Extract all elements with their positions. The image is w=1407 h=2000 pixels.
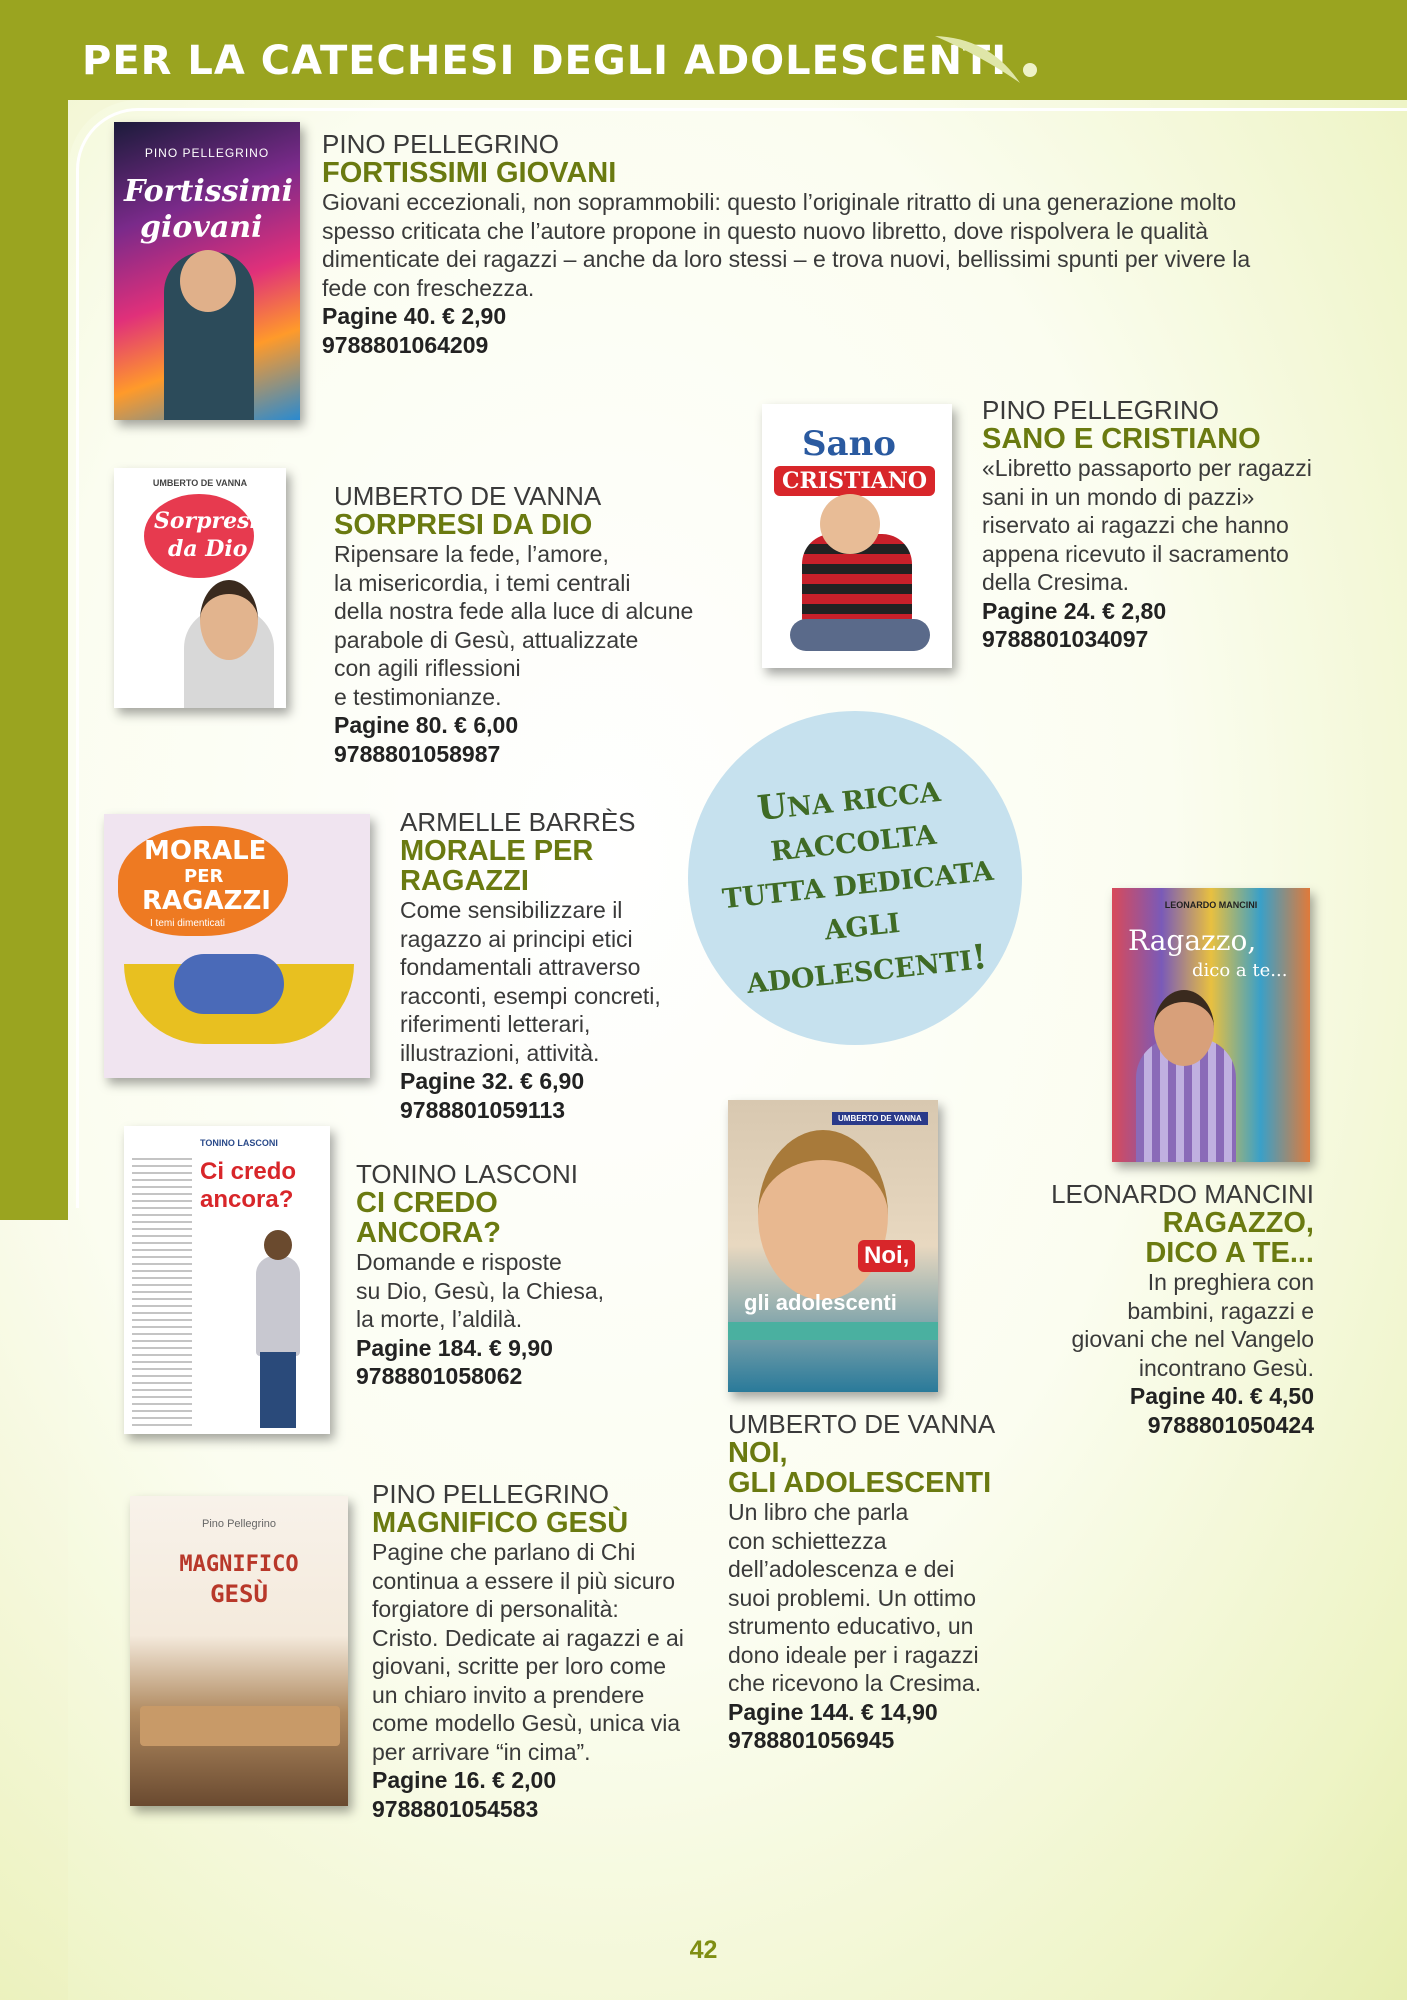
- page-title: PER LA CATECHESI DEGLI ADOLESCENTI: [82, 38, 1008, 84]
- book-description: Ripensare la fede, l’amore, la misericordia, i temi centrali della nostra fede alla luce di alcune parabole di Gesù, attualizzate con agili riflessioni e testimonianze.: [334, 541, 694, 710]
- book-price: Pagine 40. € 2,90: [322, 303, 507, 329]
- book-price: Pagine 184. € 9,90: [356, 1334, 553, 1361]
- book-price: Pagine 40. € 4,50: [1129, 1383, 1314, 1409]
- cover-photo-face: [1154, 990, 1214, 1066]
- book-title: NOI, GLI ADOLESCENTI: [728, 1437, 992, 1499]
- cover-photo-workbench: [140, 1706, 340, 1746]
- book-price: Pagine 32. € 6,90: [400, 1068, 585, 1094]
- book-cover-morale-per-ragazzi: MORALE PER RAGAZZI I temi dimenticati: [104, 814, 370, 1078]
- book-isbn: 9788801050424: [1147, 1411, 1314, 1438]
- book-description: Giovani eccezionali, non soprammobili: questo l’originale ritratto di una generazione molto spesso criticata che l’autore propone in questo nuovo libretto, dove rispolvera le qualità dimenticate dei ragazzi – anche da loro stessi – e trova nuovi, bellissimi spunti per vivere la fede con freschezza.: [322, 189, 1251, 301]
- book-cover-fortissimi-giovani: PINO PELLEGRINO Fortissimi giovani: [114, 122, 300, 420]
- book-description: Pagine che parlano di Chi continua a essere il più sicuro forgiatore di personalità: Cristo. Dedicate ai ragazzi e ai giovani, scritte per loro come un chiaro invito a prendere come modello Gesù, unica via per arrivare “in cima”.: [372, 1539, 684, 1765]
- cover-photo-face: [200, 580, 258, 660]
- book-title: RAGAZZO, DICO A TE...: [1145, 1207, 1314, 1269]
- book-description: Come sensibilizzare il ragazzo ai principi etici fondamentali attraverso racconti, esempi concreti, riferimenti letterari, illustrazioni, attività.: [400, 897, 661, 1066]
- book-description: «Libretto passaporto per ragazzi sani in un mondo di pazzi» riservato ai ragazzi che hanno appena ricevuto il sacramento della Cresima.: [982, 455, 1312, 595]
- book-ci-credo-ancora: [356, 1160, 676, 1391]
- book-cover-ragazzo-dico-a-te: LEONARDO MANCINI Ragazzo, dico a te...: [1112, 888, 1310, 1162]
- cover-photo-person: [256, 1256, 300, 1356]
- book-title: CI CREDO ANCORA?: [356, 1187, 501, 1249]
- book-author: ARMELLE BARRÈS: [400, 807, 636, 837]
- cover-text-pattern: [132, 1156, 192, 1426]
- book-author: PINO PELLEGRINO: [982, 395, 1219, 425]
- callout-text: UNA RICCA RACCOLTA TUTTA DEDICATA AGLI ADOLESCENTI!: [720, 776, 995, 1001]
- cover-photo-jeans: [260, 1352, 296, 1428]
- book-price: Pagine 144. € 14,90: [728, 1698, 938, 1725]
- book-description: Un libro che parla con schiettezza dell’adolescenza e dei suoi problemi. Un ottimo strumento educativo, un dono ideale per i ragazzi che ricevono la Cresima.: [728, 1499, 982, 1696]
- book-ragazzo-dico-a-te: [1002, 1180, 1314, 1439]
- cover-photo-face: [820, 494, 880, 554]
- book-title: SANO E CRISTIANO: [982, 423, 1261, 455]
- book-title: MAGNIFICO GESÙ: [372, 1507, 629, 1539]
- cover-illustration-kid: [174, 954, 284, 1014]
- book-isbn: 9788801064209: [322, 331, 489, 358]
- cover-photo-legs: [790, 619, 930, 651]
- book-noi-gli-adolescenti: [728, 1410, 1058, 1755]
- cover-photo-face: [758, 1130, 888, 1300]
- book-price: Pagine 16. € 2,00: [372, 1767, 557, 1793]
- book-title: FORTISSIMI GIOVANI: [322, 157, 617, 189]
- book-author: TONINO LASCONI: [356, 1159, 579, 1189]
- book-morale-per-ragazzi: [400, 808, 700, 1124]
- book-price: Pagine 24. € 2,80: [982, 597, 1167, 624]
- book-author: UMBERTO DE VANNA: [334, 481, 602, 511]
- book-title: MORALE PER RAGAZZI: [400, 835, 594, 897]
- book-author: UMBERTO DE VANNA: [728, 1409, 996, 1439]
- page-number: 42: [689, 1936, 718, 1964]
- cover-photo-head: [264, 1230, 292, 1260]
- book-cover-ci-credo-ancora: TONINO LASCONI Ci credo ancora?: [124, 1126, 330, 1434]
- book-isbn: 9788801056945: [728, 1727, 895, 1753]
- cover-photo-face: [180, 250, 236, 312]
- swoosh-icon: [930, 28, 1070, 98]
- book-sano-e-cristiano: [982, 396, 1352, 654]
- book-description: In preghiera con bambini, ragazzi e giovani che nel Vangelo incontrano Gesù.: [1071, 1269, 1314, 1381]
- book-cover-sano-e-cristiano: Sano CRISTIANO: [762, 404, 952, 668]
- book-cover-sorpresi-da-dio: UMBERTO DE VANNA Sorpresi da Dio: [114, 468, 286, 708]
- book-fortissimi-giovani: [322, 130, 1322, 359]
- book-isbn: 9788801058987: [334, 740, 501, 767]
- book-magnifico-gesu: [372, 1480, 712, 1823]
- book-cover-magnifico-gesu: Pino Pellegrino MAGNIFICO GESÙ: [130, 1496, 348, 1806]
- left-band: [0, 0, 68, 1220]
- book-title: SORPRESI DA DIO: [334, 509, 593, 541]
- cover-band: [728, 1322, 938, 1340]
- book-author: PINO PELLEGRINO: [372, 1479, 609, 1509]
- book-isbn: 9788801054583: [372, 1795, 539, 1822]
- book-isbn: 9788801059113: [400, 1096, 566, 1123]
- book-description: Domande e risposte su Dio, Gesù, la Chiesa, la morte, l’aldilà.: [356, 1249, 605, 1332]
- book-isbn: 9788801058062: [356, 1363, 523, 1389]
- book-author: PINO PELLEGRINO: [322, 129, 559, 159]
- book-price: Pagine 80. € 6,00: [334, 712, 519, 738]
- book-isbn: 9788801034097: [982, 626, 1149, 652]
- book-author: LEONARDO MANCINI: [1051, 1179, 1314, 1209]
- book-sorpresi-da-dio: [334, 482, 734, 768]
- book-cover-noi-gli-adolescenti: UMBERTO DE VANNA Noi, gli adolescenti: [728, 1100, 938, 1392]
